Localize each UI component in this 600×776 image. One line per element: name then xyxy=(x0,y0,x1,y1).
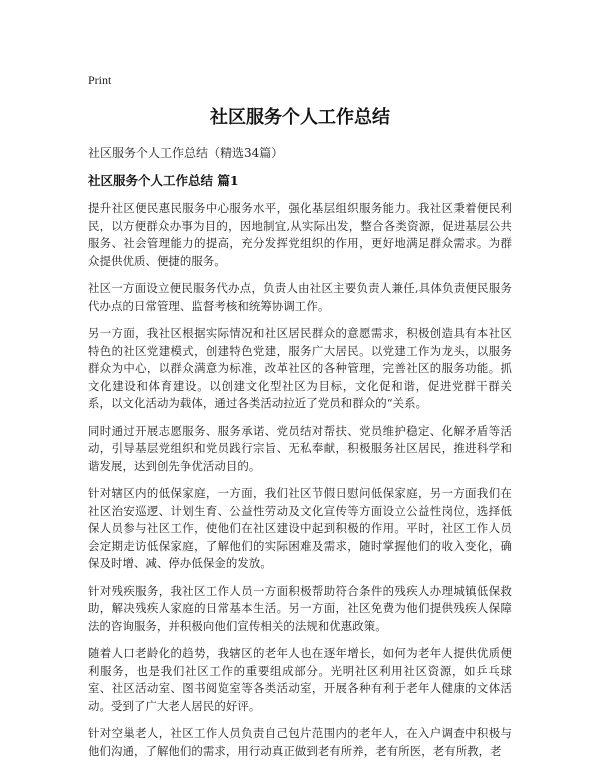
paragraph-4: 同时通过开展志愿服务、服务承诺、党员结对帮扶、党员维护稳定、化解矛盾等活动，引导基层党组织和党员践行宗旨、无私奉献，积极服务社区居民，推进科学和谐发展，达到创先争优活动目的。 xyxy=(88,423,512,473)
paragraph-5: 针对辖区内的低保家庭，一方面，我们社区节假日慰问低保家庭，另一方面我们在社区治安巡逻、计划生育、公益性劳动及文化宣传等方面设立公益性岗位，选择低保人员参与社区工作，使他们在社区建设中起到积极的作用。平时，社区工作人员会定期走访低保家庭，了解他们的实际困难及需求，随时掌握他们的收入变化，确保及时增、减、停办低保金的发放。 xyxy=(88,486,512,570)
paragraph-7: 随着人口老龄化的趋势，我辖区的老年人也在逐年增长，如何为老年人提供优质便利服务，也是我们社区工作的重要组成部分。光明社区利用社区资源，如乒乓球室、社区活动室、图书阅览室等各类活动室，开展各种有利于老年人健康的文体活动。受到了广大老人居民的好评。 xyxy=(88,646,512,713)
document-subtitle: 社区服务个人工作总结（精选34篇） xyxy=(88,146,284,160)
paragraph-8: 针对空巢老人，社区工作人员负责自己包片范围内的老年人，在入户调查中积极与他们沟通，了解他们的需求，用行动真正做到老有所养，老有所医，老有所教，老 xyxy=(88,726,512,758)
section-heading: 社区服务个人工作总结 篇1 xyxy=(88,173,239,188)
print-link[interactable]: Print xyxy=(88,73,112,87)
paragraph-2: 社区一方面设立便民服务代办点，负责人由社区主要负责人兼任,具体负责便民服务代办点的日常管理、监督考核和统筹协调工作。 xyxy=(88,281,512,313)
paragraph-6: 针对残疾服务，我社区工作人员一方面积极帮助符合条件的残疾人办理城镇低保救助，解决残疾人家庭的日常基本生活。另一方面，社区免费为他们提供残疾人保障法的咨询服务，并积极向他们宣传相关的法规和优惠政策。 xyxy=(88,583,512,633)
paragraph-1: 提升社区便民惠民服务中心服务水平，强化基层组织服务能力。我社区秉着便民利民，以方便群众办事为目的，因地制宜,从实际出发，整合各类资源，促进基层公共服务、社会管理能力的提高，充分发挥党组织的作用，更好地满足群众需求。为群众提供优质、便捷的服务。 xyxy=(88,201,512,268)
document-title: 社区服务个人工作总结 xyxy=(210,107,390,128)
paragraph-3: 另一方面，我社区根据实际情况和社区居民群众的意愿需求，积极创造具有本社区特色的社区党建模式，创建特色党建，服务广大居民。以党建工作为龙头，以服务群众为中心，以群众满意为标准，改革社区的各种管理，完善社区的服务功能。抓文化建设和体育建设。以创建文化型社区为目标，文化促和谐，促进党群干群关系，以文化活动为载体，通过各类活动拉近了党员和群众的“关系。 xyxy=(88,326,512,410)
